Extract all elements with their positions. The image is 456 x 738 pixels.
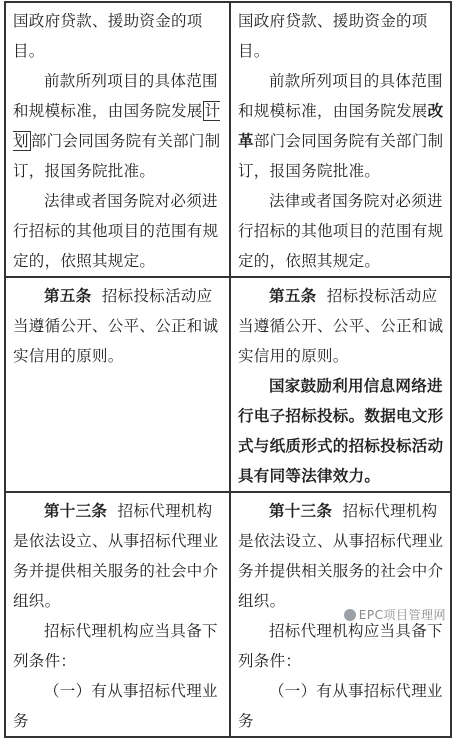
watermark-logo-icon bbox=[344, 609, 356, 621]
article-number: 第五条 bbox=[44, 287, 92, 305]
paragraph: （一）有从事招标代理业务 bbox=[238, 682, 443, 730]
table-row bbox=[5, 277, 451, 492]
paragraph: 前款所列项目的具体范围和规模标准，由国务院发展改革部门会同国务院有关部门制订，报国务院批准。 bbox=[238, 72, 444, 180]
paragraph: 第五条 招标投标活动应当遵循公开、公平、公正和诚实信用的原则。 bbox=[13, 287, 219, 365]
watermark: EPC项目管理网 bbox=[344, 606, 446, 623]
paragraph: 法律或者国务院对必须进行招标的其他项目的范围有规定的，依照其规定。 bbox=[238, 192, 444, 270]
paragraph: 前款所列项目的具体范围和规模标准，由国务院发展 计划 部门会同国务院有关部门制订，报国务院批准。 bbox=[13, 72, 221, 180]
amended-text-cell bbox=[230, 2, 451, 277]
amended-text-cell bbox=[230, 277, 451, 492]
paragraph: 法律或者国务院对必须进行招标的其他项目的范围有规定的，依照其规定。 bbox=[13, 192, 219, 270]
table-row bbox=[5, 2, 451, 277]
boxed-term: 计划 bbox=[13, 102, 221, 150]
added-paragraph: 国家鼓励利用信息网络进行电子招标投标。数据电文形式与纸质形式的招标投标活动具有同等法律效力。 bbox=[238, 377, 444, 485]
article-number: 第十三条 bbox=[269, 502, 333, 520]
paragraph: 招标代理机构应当具备下列条件： bbox=[238, 622, 443, 670]
paragraph: 国政府贷款、援助资金的项目。 bbox=[238, 12, 428, 60]
paragraph: 国政府贷款、援助资金的项目。 bbox=[13, 12, 203, 60]
article-number: 第五条 bbox=[269, 287, 317, 305]
amended-term: 改革 bbox=[238, 102, 444, 150]
paragraph: （一）有从事招标代理业务 bbox=[13, 682, 218, 730]
article-number: 第十三条 bbox=[44, 502, 108, 520]
original-text-cell bbox=[5, 277, 230, 492]
original-text-cell bbox=[5, 492, 230, 737]
law-comparison-table bbox=[4, 1, 452, 738]
paragraph: 招标代理机构应当具备下列条件： bbox=[13, 622, 218, 670]
paragraph: 第十三条 招标代理机构是依法设立、从事招标代理业务并提供相关服务的社会中介组织。 bbox=[238, 502, 444, 610]
paragraph: 第十三条 招标代理机构是依法设立、从事招标代理业务并提供相关服务的社会中介组织。 bbox=[13, 502, 219, 610]
original-text-cell bbox=[5, 2, 230, 277]
paragraph: 第五条 招标投标活动应当遵循公开、公平、公正和诚实信用的原则。 bbox=[238, 287, 444, 365]
